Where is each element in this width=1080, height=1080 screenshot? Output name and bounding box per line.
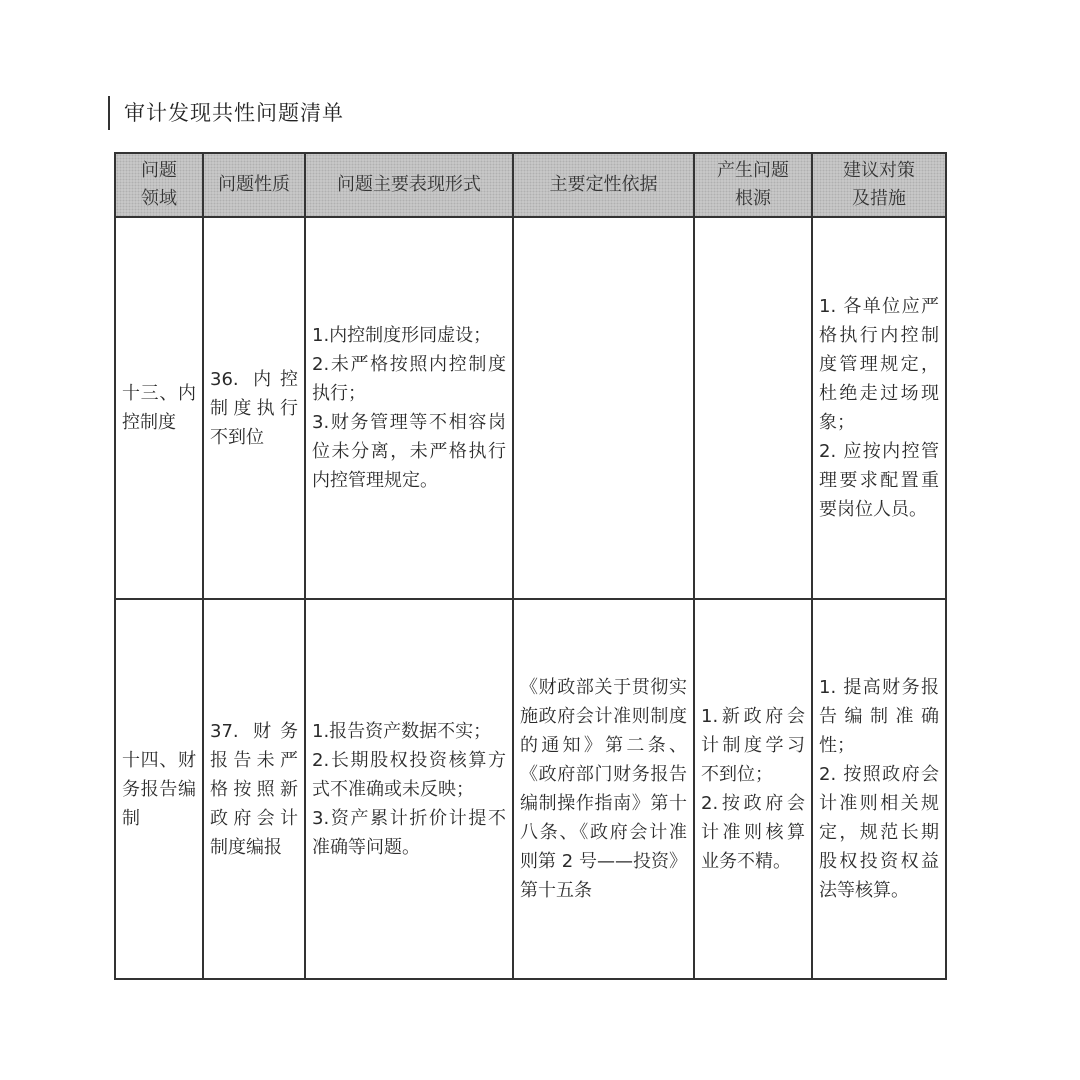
manifestation-item: 3.财务管理等不相容岗位未分离，未严格执行内控管理规定。	[312, 412, 506, 491]
cell-root-cause	[694, 599, 812, 979]
manifestation-item: 2.长期股权投资核算方式不准确或未反映；	[312, 749, 506, 800]
header-label: 领域	[141, 188, 177, 209]
suggestion-item: 2. 应按内控管理要求配置重要岗位人员。	[819, 441, 939, 520]
cell-basis: 《财政部关于贯彻实施政府会计准则制度的通知》第二条、《政府部门财务报告编制操作指南》第十八条、《政府会计准则第 2 号——投资》第十五条	[513, 599, 694, 979]
header-nature	[203, 153, 305, 217]
manifestation-item: 1.内控制度形同虚设；	[312, 325, 492, 346]
cell-area: 十三、内控制度	[115, 217, 203, 599]
header-area	[115, 153, 203, 217]
cell-manifestation	[305, 217, 513, 599]
header-label: 主要定性依据	[549, 174, 658, 195]
audit-issues-table	[114, 152, 947, 980]
header-label: 问题性质	[218, 174, 290, 195]
header-root-cause	[694, 153, 812, 217]
root-cause-item: 2.按政府会计准则核算业务不精。	[701, 793, 805, 872]
cell-nature: 37. 财务报告未严格按照新政府会计制度编报	[203, 599, 305, 979]
cell-root-cause	[694, 217, 812, 599]
header-basis	[513, 153, 694, 217]
cell-suggestions	[812, 599, 946, 979]
header-label: 问题主要表现形式	[337, 174, 481, 195]
cell-suggestions	[812, 217, 946, 599]
cell-manifestation	[305, 599, 513, 979]
suggestion-item: 1. 各单位应严格执行内控制度管理规定，杜绝走过场现象；	[819, 296, 939, 433]
manifestation-item: 1.报告资产数据不实；	[312, 720, 492, 742]
cell-area: 十四、财务报告编制	[115, 599, 203, 979]
root-cause-item: 1.新政府会计制度学习不到位；	[701, 706, 805, 785]
header-label: 问题	[141, 160, 177, 181]
suggestion-item: 1. 提高财务报告编制准确性；	[819, 677, 939, 756]
header-label: 产生问题	[717, 160, 789, 181]
table-row	[115, 599, 946, 979]
manifestation-item: 2.未严格按照内控制度执行；	[312, 354, 506, 404]
header-suggestions	[812, 153, 946, 217]
page-title: 审计发现共性问题清单	[108, 96, 344, 130]
table-header-row	[115, 153, 946, 217]
header-label: 根源	[735, 188, 771, 209]
header-manifestation	[305, 153, 513, 217]
cell-nature: 36. 内控制度执行不到位	[203, 217, 305, 599]
manifestation-item: 3.资产累计折价计提不准确等问题。	[312, 807, 506, 858]
header-label: 及措施	[852, 188, 906, 209]
cell-basis	[513, 217, 694, 599]
suggestion-item: 2. 按照政府会计准则相关规定，规范长期股权投资权益法等核算。	[819, 764, 939, 901]
table-row	[115, 217, 946, 599]
header-label: 建议对策	[843, 160, 915, 181]
